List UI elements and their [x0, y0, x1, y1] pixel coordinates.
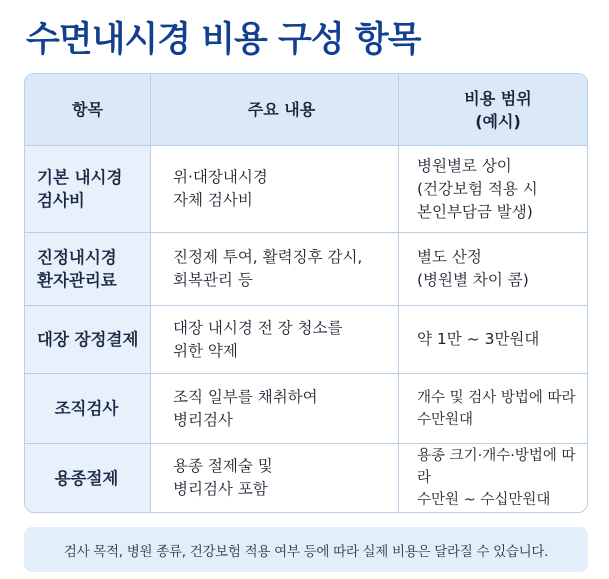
row-content: 진정제 투여, 활력징후 감시, 회복관리 등: [151, 233, 399, 305]
row-item: 진정내시경 환자관리료: [25, 233, 151, 305]
row-cost: 약 1만 ~ 3만원대: [417, 330, 540, 348]
footnote: 검사 목적, 병원 종류, 건강보험 적용 여부 등에 따라 실제 비용은 달라질 수 있습니다.: [24, 527, 588, 572]
table-row: [25, 374, 587, 444]
header-content: 주요 내용: [151, 74, 399, 145]
row-cost: 병원별로 상이 (건강보험 적용 시 본인부담금 발생): [417, 156, 538, 221]
row-content: 대장 내시경 전 장 청소를 위한 약제: [151, 306, 399, 373]
header-cost: 비용 범위 (예시): [399, 74, 587, 145]
header-item: 항목: [25, 74, 151, 145]
table-header-row: [25, 74, 587, 146]
row-content: 위·대장내시경 자체 검사비: [151, 146, 399, 232]
row-cost: 개수 및 검사 방법에 따라 수만원대: [417, 389, 576, 428]
row-content: 용종 절제술 및 병리검사 포함: [151, 444, 399, 512]
page-title: 수면내시경 비용 구성 항목: [26, 20, 421, 60]
row-content: 조직 일부를 채취하여 병리검사: [151, 374, 399, 443]
row-item: 용종절제: [25, 444, 151, 512]
row-item: 조직검사: [25, 374, 151, 443]
row-item: 기본 내시경 검사비: [25, 146, 151, 232]
row-item: 대장 장정결제: [25, 306, 151, 373]
table-row: [25, 444, 587, 512]
table-row: [25, 233, 587, 306]
table-row: [25, 146, 587, 233]
row-cost: 별도 산정 (병원별 차이 콤): [417, 248, 529, 289]
row-cost: 용종 크기·개수·방법에 따라 수만원 ~ 수십만원대: [417, 448, 576, 508]
table-row: [25, 306, 587, 374]
cost-table: [24, 73, 588, 513]
